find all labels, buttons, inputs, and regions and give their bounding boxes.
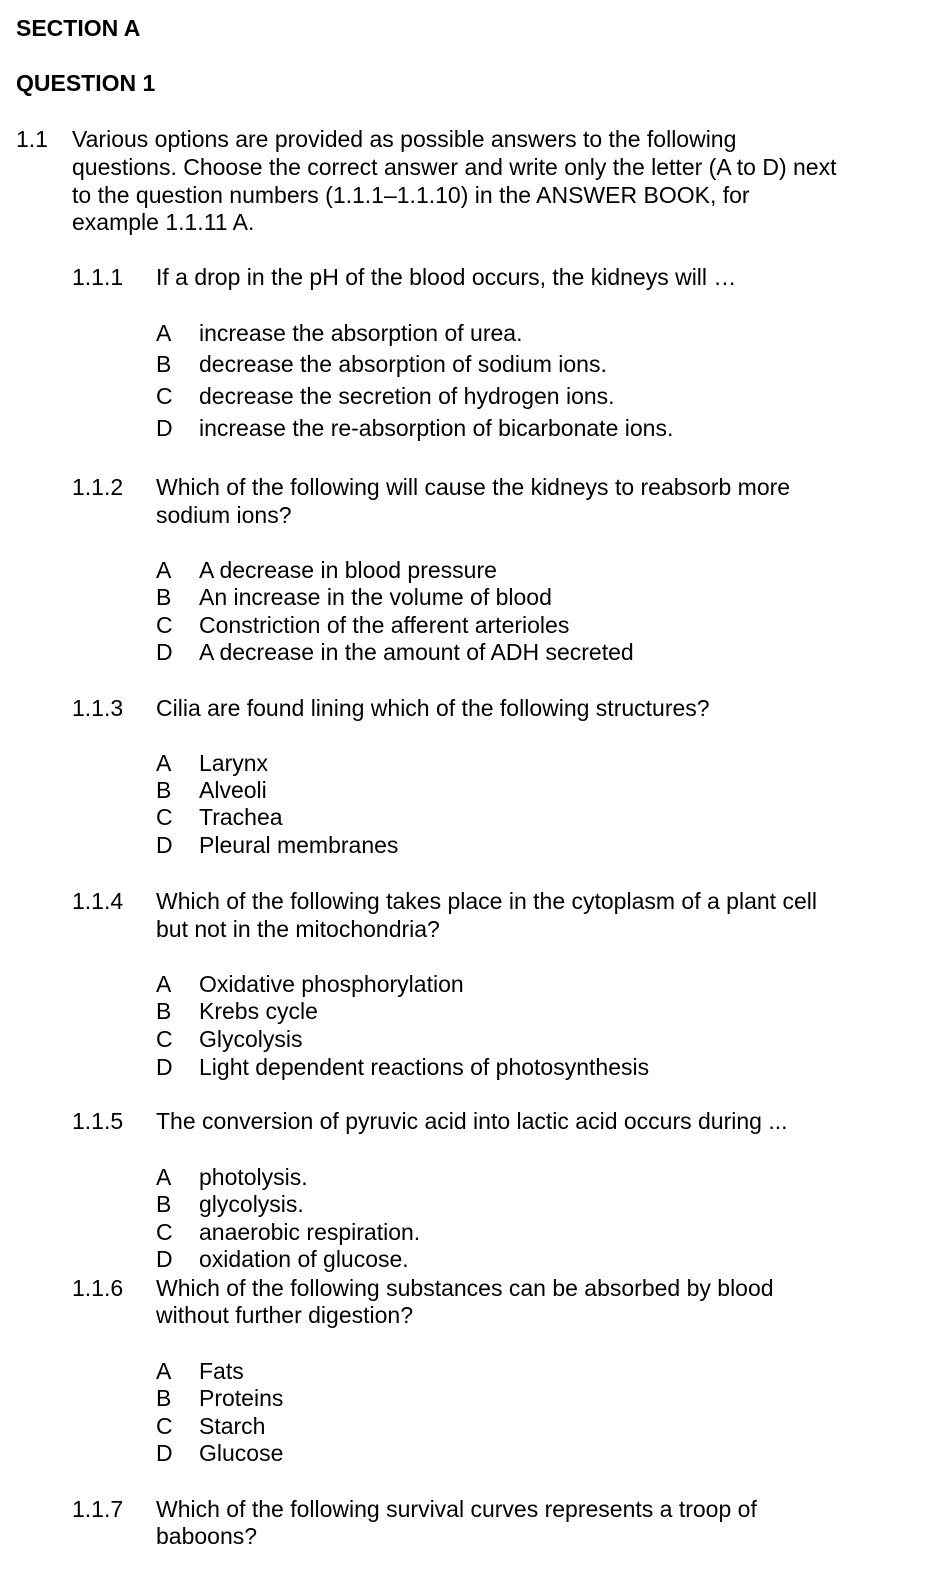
option-text: glycolysis. [199,1191,304,1217]
question-text: Which of the following takes place in the cytoplasm of a plant cell [156,888,817,914]
option-letter: C [156,1219,173,1245]
question-text: Which of the following will cause the kidneys to reabsorb more [156,474,791,500]
option-letter: B [156,1191,172,1217]
option-text: Pleural membranes [199,832,399,858]
option-text: Light dependent reactions of photosynthesis [199,1054,650,1080]
instruction-line: to the question numbers (1.1.1–1.1.10) in the ANSWER BOOK, for [72,182,750,208]
option-letter: B [156,351,172,377]
option-letter: D [156,639,173,665]
question-text: Which of the following survival curves represents a troop of [156,1496,757,1522]
option-text: Alveoli [199,777,267,803]
option-letter: A [156,750,172,776]
question-title: QUESTION 1 [16,70,156,96]
question-number: 1.1.1 [72,264,124,290]
option-text: Trachea [199,804,283,830]
option-text: Fats [199,1358,244,1384]
question-text: but not in the mitochondria? [156,916,440,942]
option-letter: A [156,1358,172,1384]
option-text: Constriction of the afferent arterioles [199,612,570,638]
option-letter: C [156,1026,173,1052]
option-letter: A [156,971,172,997]
option-letter: D [156,1440,173,1466]
option-text: Glycolysis [199,1026,303,1052]
option-letter: A [156,320,172,346]
option-letter: D [156,1246,173,1272]
option-letter: B [156,584,172,610]
question-text: without further digestion? [156,1302,413,1328]
question-text: Which of the following substances can be absorbed by blood [156,1275,774,1301]
question-text: baboons? [156,1523,258,1549]
question-text: Cilia are found lining which of the following structures? [156,695,710,721]
option-text: Proteins [199,1385,284,1411]
question-number: 1.1.5 [72,1108,124,1134]
option-text: Oxidative phosphorylation [199,971,464,997]
option-text: Starch [199,1413,266,1439]
option-letter: B [156,1385,172,1411]
option-letter: C [156,1413,173,1439]
question-number: 1.1 [16,126,48,152]
instruction-line: questions. Choose the correct answer and write only the letter (A to D) next [72,154,837,180]
option-letter: D [156,1054,173,1080]
option-letter: B [156,998,172,1024]
option-text: Krebs cycle [199,998,318,1024]
option-text: decrease the secretion of hydrogen ions. [199,383,615,409]
question-text: sodium ions? [156,502,292,528]
option-text: anaerobic respiration. [199,1219,421,1245]
option-letter: A [156,557,172,583]
option-text: increase the absorption of urea. [199,320,523,346]
question-number: 1.1.4 [72,888,124,914]
question-text: If a drop in the pH of the blood occurs, the kidneys will … [156,264,737,290]
option-letter: D [156,832,173,858]
option-text: decrease the absorption of sodium ions. [199,351,607,377]
option-text: A decrease in the amount of ADH secreted [199,639,634,665]
question-text: The conversion of pyruvic acid into lactic acid occurs during ... [156,1108,788,1134]
option-letter: B [156,777,172,803]
option-text: An increase in the volume of blood [199,584,552,610]
option-text: A decrease in blood pressure [199,557,497,583]
option-text: Larynx [199,750,269,776]
question-number: 1.1.6 [72,1275,124,1301]
option-text: increase the re-absorption of bicarbonate ions. [199,415,674,441]
option-text: oxidation of glucose. [199,1246,409,1272]
option-letter: C [156,383,173,409]
option-letter: A [156,1164,172,1190]
question-number: 1.1.3 [72,695,124,721]
option-letter: C [156,804,173,830]
option-letter: D [156,415,173,441]
question-number: 1.1.7 [72,1496,124,1522]
instruction-line: example 1.1.11 A. [72,209,255,235]
option-text: photolysis. [199,1164,308,1190]
section-title: SECTION A [16,15,141,41]
question-number: 1.1.2 [72,474,124,500]
instruction-line: Various options are provided as possible answers to the following [72,126,737,152]
option-text: Glucose [199,1440,284,1466]
option-letter: C [156,612,173,638]
